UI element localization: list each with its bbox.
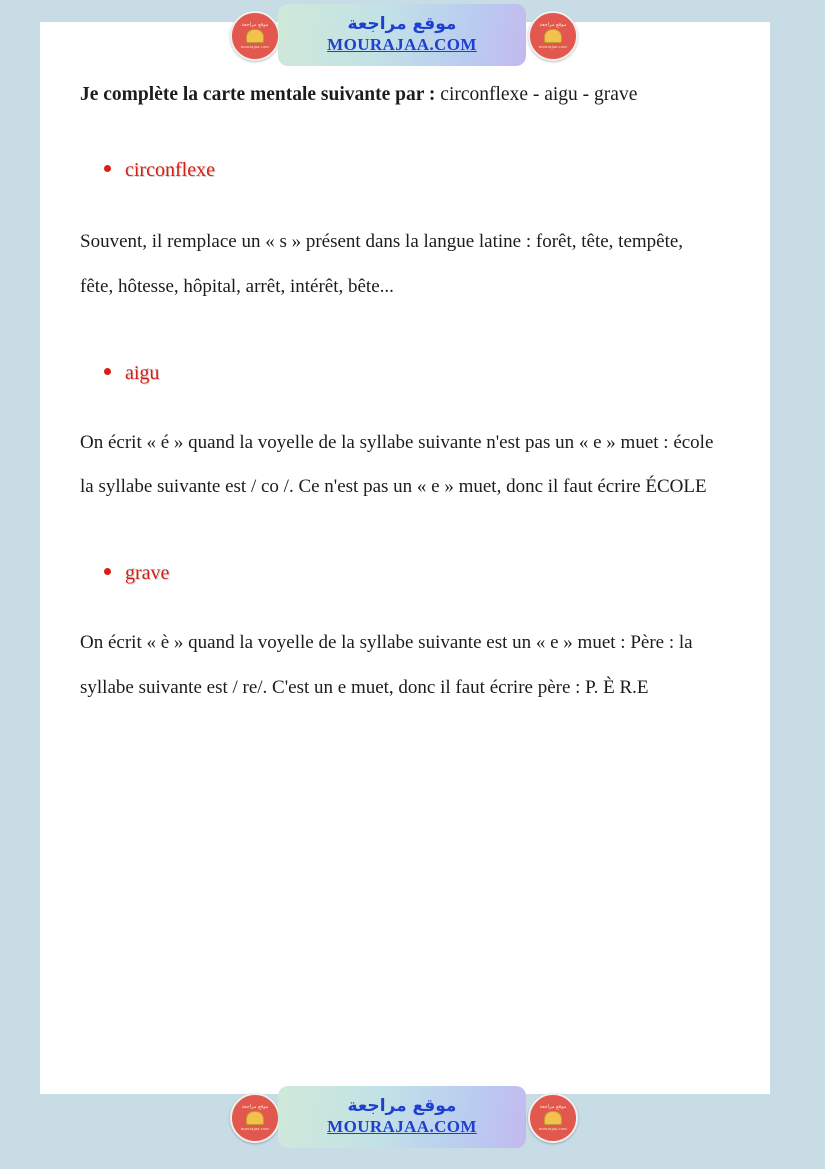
badge-site-text: mourajaa.com xyxy=(240,1126,269,1132)
page-title xyxy=(80,82,740,107)
section-text-circonflexe: Souvent, il remplace un « s » présent dans la langue latine : forêt, tête, tempête, fête, hôtesse, hôpital, arrêt, intérêt, bête... xyxy=(80,231,684,297)
watermark-badge-left-icon xyxy=(230,1093,280,1143)
watermark-arabic-text: موقع مراجعة xyxy=(347,1095,457,1116)
page-title-tail: circonflexe - aigu - grave xyxy=(435,84,638,105)
watermark-badge-left-icon xyxy=(230,11,280,61)
badge-site-text: mourajaa.com xyxy=(538,44,567,50)
bullet-dot-icon xyxy=(104,165,111,172)
watermark-banner-top xyxy=(228,0,576,70)
section-label-circonflexe: circonflexe xyxy=(125,159,215,182)
watermark-banner-bottom xyxy=(228,1082,576,1154)
badge-site-text: mourajaa.com xyxy=(240,44,269,50)
list-item xyxy=(104,159,740,182)
mosque-dome-icon xyxy=(246,29,264,43)
mosque-dome-icon xyxy=(544,1111,562,1125)
badge-arabic-text: موقع مراجعة xyxy=(539,21,567,28)
bullet-dot-icon xyxy=(104,368,111,375)
section-label-grave: grave xyxy=(125,561,170,584)
badge-arabic-text: موقع مراجعة xyxy=(241,21,269,28)
badge-arabic-text: موقع مراجعة xyxy=(241,1103,269,1110)
list-item xyxy=(104,362,740,385)
mosque-dome-icon xyxy=(246,1111,264,1125)
watermark-badge-right-icon xyxy=(528,11,578,61)
watermark-plate-top xyxy=(278,4,526,66)
watermark-site-link[interactable]: MOURAJAA.COM xyxy=(327,1117,477,1137)
badge-arabic-text: موقع مراجعة xyxy=(539,1103,567,1110)
watermark-site-link[interactable]: MOURAJAA.COM xyxy=(327,35,477,55)
list-item xyxy=(104,562,740,585)
badge-site-text: mourajaa.com xyxy=(538,1126,567,1132)
section-label-aigu: aigu xyxy=(125,361,160,384)
bullet-dot-icon xyxy=(104,568,111,575)
document-body xyxy=(40,22,770,1094)
section-text-grave: On écrit « è » quand la voyelle de la syllabe suivante est un « e » muet : Père : la syllabe suivante est / re/. C'est un e muet, donc il faut écrire père : P. È R.E xyxy=(80,631,693,698)
watermark-plate-bottom xyxy=(278,1086,526,1148)
watermark-badge-right-icon xyxy=(528,1093,578,1143)
page-title-lead: Je complète la carte mentale suivante par : xyxy=(80,84,436,105)
section-text-aigu: On écrit « é » quand la voyelle de la syllabe suivante n'est pas un « e » muet : école la syllabe suivante est / co /. Ce n'est pas un « e » muet, donc il faut écrire ÉCOLE xyxy=(80,431,714,498)
mosque-dome-icon xyxy=(544,29,562,43)
watermark-arabic-text: موقع مراجعة xyxy=(347,13,457,34)
